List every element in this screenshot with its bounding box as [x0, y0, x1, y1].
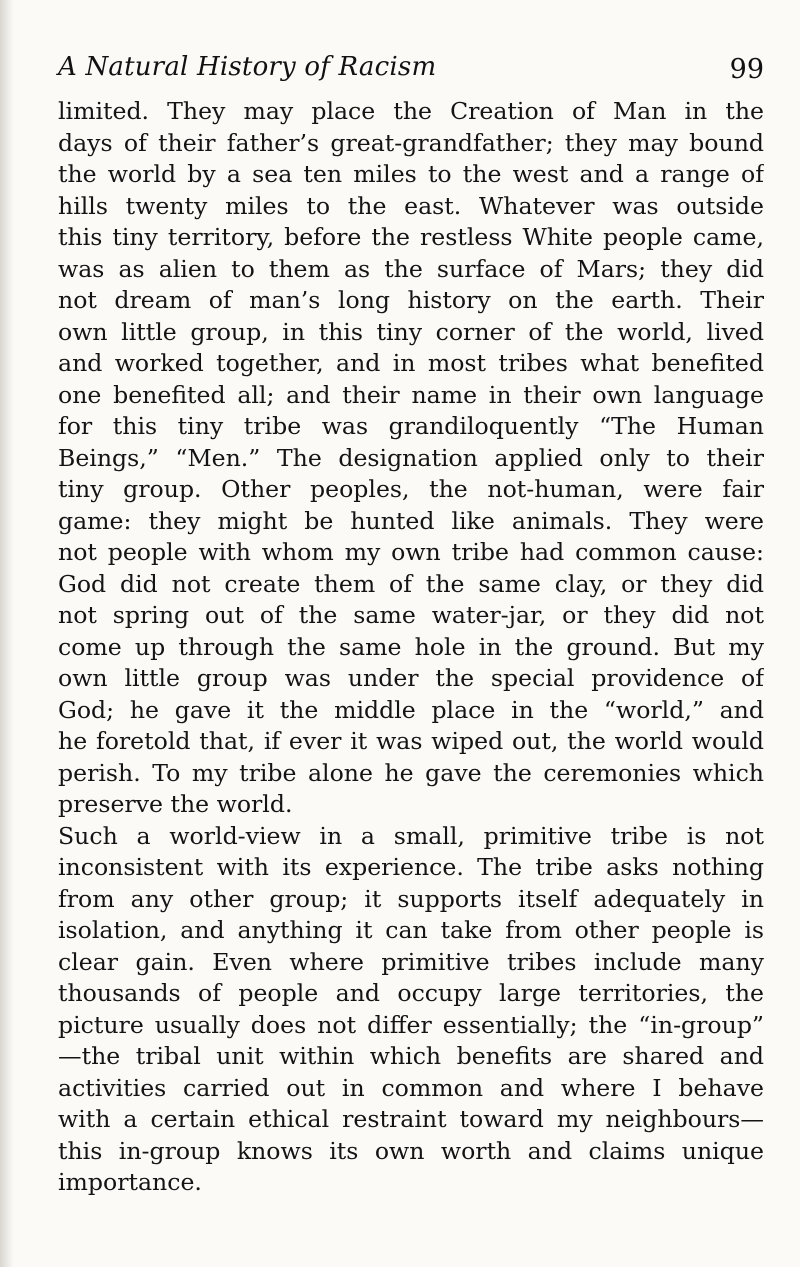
text-line: he foretold that, if ever it was wiped out, the world would [58, 727, 764, 755]
text-line: —the tribal unit within which benefits are shared and [58, 1042, 764, 1070]
page-gutter-shadow [0, 0, 14, 1267]
text-line: the world by a sea ten miles to the west and a range of [58, 160, 764, 188]
text-line: hills twenty miles to the east. Whatever was outside [58, 191, 764, 220]
text-line: game: they might be hunted like animals. They were [58, 506, 764, 535]
text-line: perish. To my tribe alone he gave the ceremonies which [58, 758, 764, 787]
text-line: limited. They may place the Creation of Man in the [58, 97, 764, 125]
text-line: own little group was under the special providence of [58, 664, 764, 692]
text-line: inconsistent with its experience. The tribe asks nothing [58, 853, 764, 881]
text-line: picture usually does not differ essentially; the “in-group” [58, 1010, 764, 1039]
paragraph-end-line: preserve the world. [58, 790, 293, 818]
text-line: Beings,” “Men.” The designation applied only to their [58, 443, 764, 472]
text-line: from any other group; it supports itself adequately in [58, 884, 764, 913]
text-line: tiny group. Other peoples, the not-human, were fair [58, 475, 764, 503]
page-number: 99 [729, 54, 764, 85]
text-line: own little group, in this tiny corner of the world, lived [58, 317, 764, 346]
text-line: clear gain. Even where primitive tribes include many [58, 947, 764, 976]
text-line: not people with whom my own tribe had common cause: [58, 538, 764, 566]
text-line: was as alien to them as the surface of Mars; they did [58, 254, 764, 283]
text-line: this in-group knows its own worth and claims unique [58, 1136, 764, 1165]
text-line: with a certain ethical restraint toward my neighbours— [58, 1105, 764, 1133]
text-line: Such a world-view in a small, primitive tribe is not [58, 821, 764, 850]
text-line: and worked together, and in most tribes what benefited [58, 349, 764, 377]
body-text [58, 96, 764, 1199]
text-line: activities carried out in common and where I behave [58, 1073, 764, 1102]
text-line: thousands of people and occupy large territories, the [58, 979, 764, 1007]
text-line: God did not create them of the same clay, or they did [58, 569, 764, 598]
text-line: one benefited all; and their name in their own language [58, 380, 764, 409]
running-header [58, 52, 764, 96]
running-title: A Natural History of Racism [58, 52, 437, 82]
paragraph-end-line: importance. [58, 1168, 202, 1196]
text-line: this tiny territory, before the restless White people came, [58, 223, 764, 251]
text-line: isolation, and anything it can take from other people is [58, 916, 764, 944]
text-line: not spring out of the same water-jar, or they did not [58, 601, 764, 629]
text-line: days of their father’s great-grandfather; they may bound [58, 128, 764, 157]
text-line: not dream of man’s long history on the earth. Their [58, 286, 764, 314]
text-line: God; he gave it the middle place in the “world,” and [58, 695, 764, 724]
text-line: for this tiny tribe was grandiloquently “The Human [58, 412, 764, 440]
text-line: come up through the same hole in the ground. But my [58, 632, 764, 661]
